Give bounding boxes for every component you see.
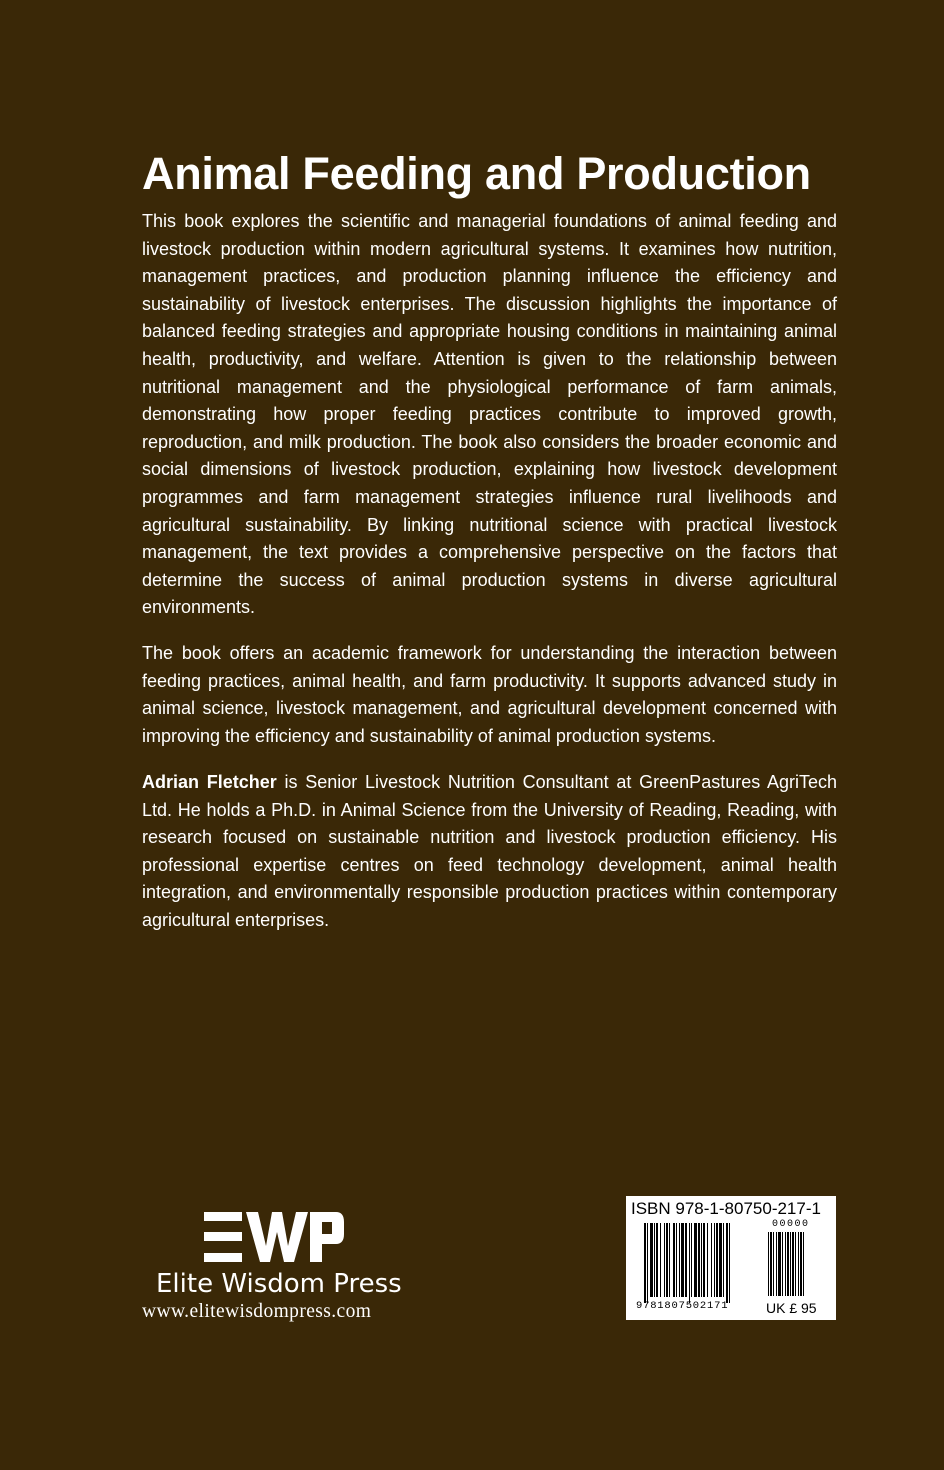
description-paragraph-2: The book offers an academic framework for understanding the interaction between feeding practices, animal health, and farm productivity. It supports advanced study in animal science, livestock management, and agricultural development concerned with improving the efficiency and sustainability of animal production systems. [142,643,837,746]
barcode-bar [719,1223,722,1297]
barcode-bar [701,1223,702,1297]
barcode-bar [656,1223,658,1297]
addon-bar [803,1232,804,1296]
addon-bar [795,1232,796,1296]
addon-bar [776,1232,777,1296]
barcode-bar [703,1223,705,1297]
ewp-logo-mark [204,1212,344,1262]
addon-bar [790,1232,791,1296]
addon-bar [792,1232,794,1296]
barcode-bar [726,1223,728,1303]
addon-bar [778,1232,781,1296]
barcode-bar [711,1223,712,1297]
publisher-logo [142,1208,412,1328]
author-bio [142,769,837,935]
barcode-bar [679,1223,680,1297]
barcode-bar [691,1223,692,1297]
barcode-bar [707,1223,708,1297]
addon-bar [787,1232,789,1296]
barcode-bar [716,1223,718,1297]
barcode-bar [660,1223,661,1297]
book-title: Animal Feeding and Production [142,148,811,199]
barcode-bar [644,1223,646,1303]
barcode-bar [673,1223,675,1297]
barcode-bar [714,1223,715,1297]
author-bio-text: is Senior Livestock Nutrition Consultant at GreenPastures AgriTech Ltd. He holds a Ph.D. in Animal Science from the University of Reading, Reading, with research focused on sustainable nutrition and livestock production efficiency. His professional expertise centres on feed technology development, animal health integration, and environmentally responsible production practices within contemporary agricultural enterprises. [142,772,837,930]
addon-bar [785,1232,786,1296]
addon-bar [770,1232,772,1296]
barcode-bar [681,1223,684,1297]
isbn-barcode [626,1196,836,1320]
barcode-bar [723,1223,724,1297]
barcode-bar [647,1223,648,1303]
barcode-bar [694,1223,697,1297]
author-name: Adrian Fletcher [142,772,277,792]
barcode-bar [689,1223,690,1303]
publisher-url: www.elitewisdompress.com [142,1301,372,1322]
barcode-bar [654,1223,655,1297]
barcode-bar [685,1223,687,1297]
isbn-number: ISBN 978-1-80750-217-1 [631,1199,821,1218]
addon-bar [768,1232,769,1296]
barcode-ean-digits: 9781807502171 [636,1300,729,1312]
barcode-bar [650,1223,653,1297]
barcode-bar [676,1223,677,1297]
addon-bar [773,1232,774,1296]
barcode-bar [669,1223,670,1297]
barcode-addon-digits: 00000 [772,1219,810,1230]
description-paragraph-1: This book explores the scientific and managerial foundations of animal feeding and livestock production within modern agricultural systems. It examines how nutrition, management practices, and production planning influence the efficiency and sustainability of livestock enterprises. The discussion highlights the importance of balanced feeding strategies and appropriate housing conditions in maintaining animal health, productivity, and welfare. Attention is given to the relationship between nutritional management and the physiological performance of farm animals, demonstrating how proper feeding practices contribute to improved growth, reproduction, and milk production. The book also considers the broader economic and social dimensions of livestock production, explaining how livestock development programmes and farm management strategies influence rural livelihoods and agricultural sustainability. By linking nutritional science with practical livestock management, the text provides a comprehensive perspective on the factors that determine the success of animal production systems in diverse agricultural environments. [142,211,837,618]
barcode-bar [664,1223,665,1297]
addon-bar [798,1232,799,1296]
barcode-bar [666,1223,668,1297]
publisher-name: Elite Wisdom Press [156,1269,402,1299]
addon-bar [800,1232,802,1296]
barcode-bar [698,1223,700,1297]
price-label: UK £ 95 [766,1300,817,1316]
barcode-bar [729,1223,730,1303]
addon-bar [782,1232,783,1296]
